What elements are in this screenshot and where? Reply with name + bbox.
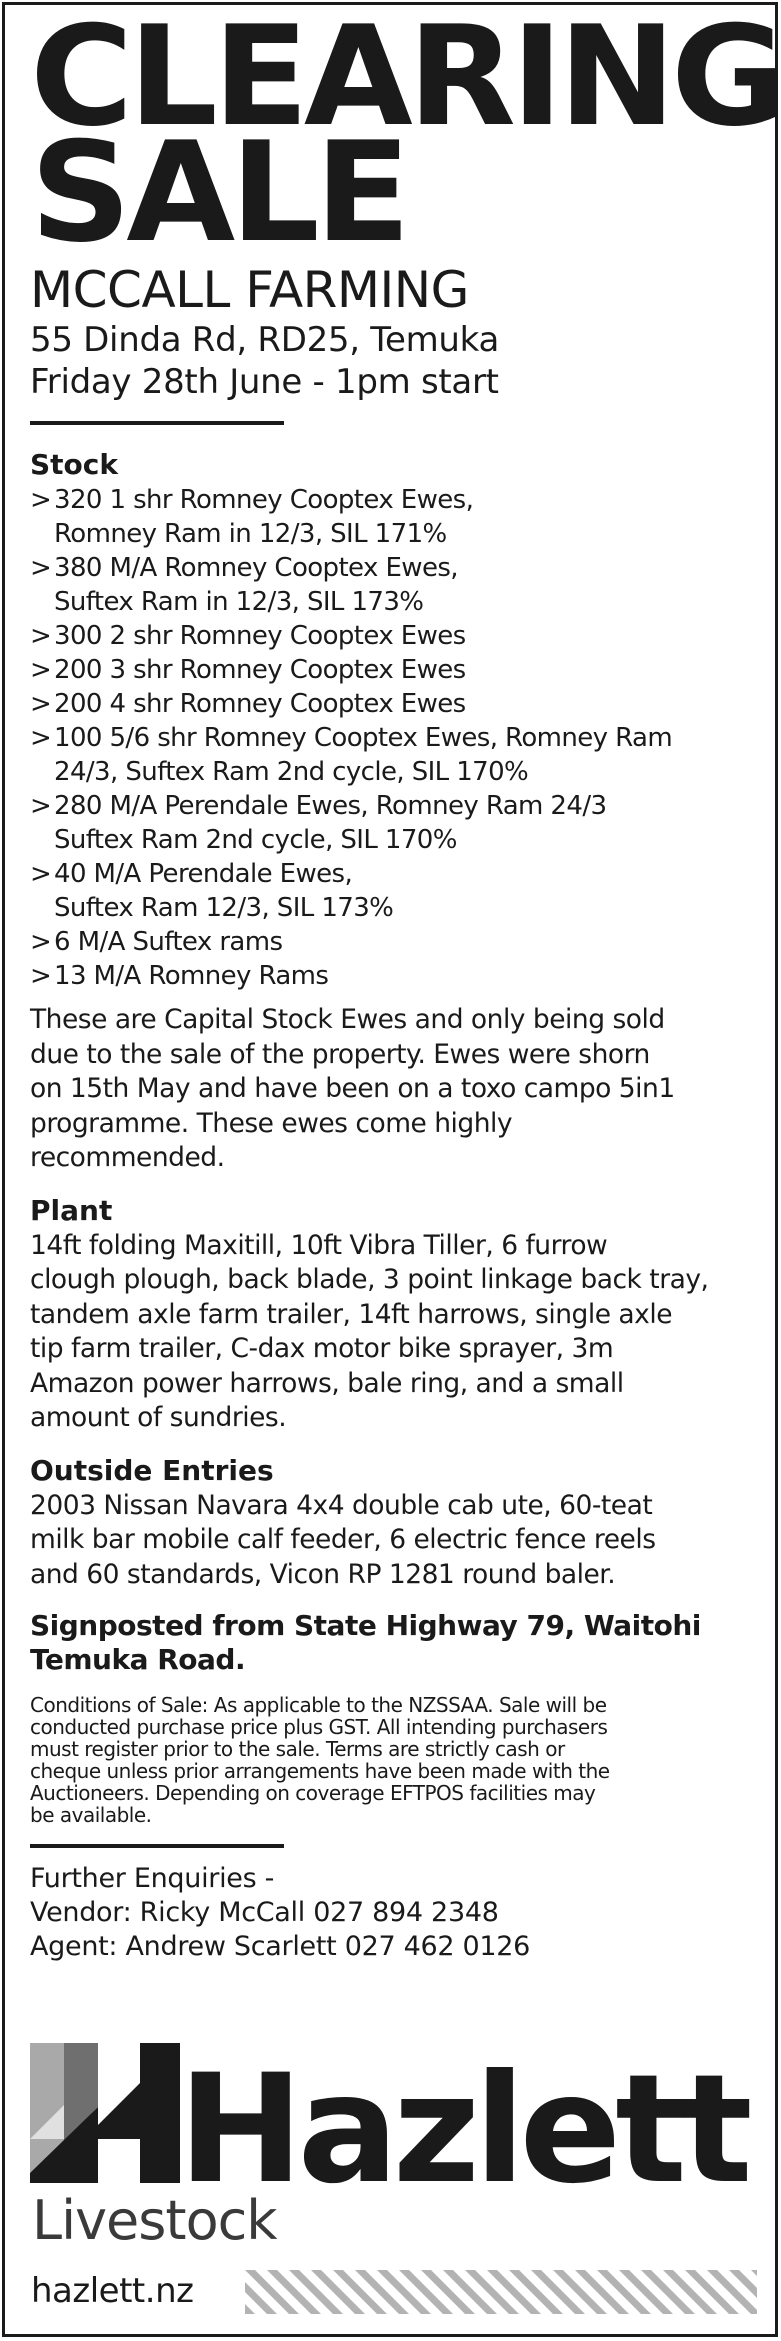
stock-item	[30, 551, 760, 619]
signposted-line: Temuka Road.	[30, 1643, 246, 1676]
plant-line: tandem axle farm trailer, 14ft harrows, single axle	[30, 1298, 673, 1330]
divider-top	[30, 421, 284, 425]
enquiries-heading: Further Enquiries -	[30, 1863, 275, 1894]
bullet-chevron-icon: >	[30, 791, 52, 821]
agent-contact: Agent: Andrew Scarlett 027 462 0126	[30, 1931, 531, 1962]
stock-item	[30, 687, 760, 721]
bullet-chevron-icon: >	[30, 485, 52, 515]
plant-line: clough plough, back blade, 3 point linkage back tray,	[30, 1264, 709, 1295]
plant-title: Plant	[30, 1193, 113, 1227]
hazlett-livestock-logo	[30, 2043, 747, 2253]
sale-address: 55 Dinda Rd, RD25, Temuka	[30, 320, 499, 360]
conditions-line: be available.	[30, 1803, 152, 1827]
stock-item-line: 100 5/6 shr Romney Cooptex Ewes, Romney Ram	[54, 723, 673, 753]
divider-bottom	[30, 1844, 284, 1848]
stock-item-line: 380 M/A Romney Cooptex Ewes,	[54, 553, 458, 583]
bullet-chevron-icon: >	[30, 859, 52, 889]
bullet-chevron-icon: >	[30, 621, 52, 651]
outside-entries-line: and 60 standards, Vicon RP 1281 round baler.	[30, 1558, 616, 1590]
conditions-line: must register prior to the sale. Terms are strictly cash or	[30, 1737, 565, 1761]
conditions-of-sale	[30, 1694, 760, 1826]
website-link[interactable]: hazlett.nz	[31, 2271, 194, 2311]
bullet-chevron-icon: >	[30, 655, 52, 685]
outside-entries-title: Outside Entries	[30, 1453, 274, 1487]
conditions-line: cheque unless prior arrangements have been made with the	[30, 1759, 610, 1783]
stock-item-line: 13 M/A Romney Rams	[54, 961, 329, 991]
stock-item-line: 200 3 shr Romney Cooptex Ewes	[54, 655, 466, 685]
stock-description-line: These are Capital Stock Ewes and only being sold	[30, 1004, 665, 1035]
stock-item-line: 300 2 shr Romney Cooptex Ewes	[54, 621, 466, 651]
stock-item	[30, 619, 760, 653]
ad-content	[30, 0, 781, 1964]
conditions-line: Auctioneers. Depending on coverage EFTPOS facilities may	[30, 1781, 596, 1805]
signposted-directions	[30, 1609, 760, 1677]
stock-item	[30, 959, 760, 993]
stock-item	[30, 721, 760, 789]
stock-description-line: recommended.	[30, 1142, 225, 1173]
outside-entries-description	[30, 1489, 760, 1593]
stock-item-line: Suftex Ram 12/3, SIL 173%	[54, 893, 394, 923]
stock-description-line: on 15th May and have been on a toxo campo 5in1	[30, 1073, 675, 1104]
stock-list	[30, 483, 760, 993]
bullet-chevron-icon: >	[30, 927, 52, 957]
sale-date: Friday 28th June - 1pm start	[30, 362, 499, 402]
conditions-line: conducted purchase price plus GST. All intending purchasers	[30, 1715, 608, 1739]
stock-item-line: 320 1 shr Romney Cooptex Ewes,	[54, 485, 474, 515]
logo-wordmark: Hazlett	[178, 2043, 747, 2217]
bullet-chevron-icon: >	[30, 961, 52, 991]
vendor-contact: Vendor: Ricky McCall 027 894 2348	[30, 1897, 499, 1928]
plant-description	[30, 1229, 760, 1436]
stock-description-line: programme. These ewes come highly	[30, 1107, 513, 1139]
headline-line-1: CLEARING	[30, 0, 781, 157]
stock-item	[30, 789, 760, 857]
logo-subtitle: Livestock	[32, 2189, 277, 2252]
company-name: MCCALL FARMING	[30, 261, 469, 319]
headline	[30, 0, 781, 273]
signposted-line: Signposted from State Highway 79, Waitohi	[30, 1609, 701, 1642]
stock-item-line: 200 4 shr Romney Cooptex Ewes	[54, 689, 466, 719]
plant-line: tip farm trailer, C-dax motor bike sprayer, 3m	[30, 1333, 614, 1364]
stock-item-line: Romney Ram in 12/3, SIL 171%	[54, 519, 447, 549]
stock-item	[30, 857, 760, 925]
conditions-line: Conditions of Sale: As applicable to the NZSSAA. Sale will be	[30, 1693, 607, 1717]
plant-line: amount of sundries.	[30, 1402, 287, 1433]
headline-line-2: SALE	[30, 112, 406, 273]
bullet-chevron-icon: >	[30, 689, 52, 719]
decorative-stripes-icon	[245, 2270, 757, 2314]
plant-line: Amazon power harrows, bale ring, and a small	[30, 1367, 624, 1399]
clearing-sale-advertisement	[2, 0, 781, 2337]
bullet-chevron-icon: >	[30, 553, 52, 583]
stock-item	[30, 483, 760, 551]
stock-item	[30, 925, 760, 959]
stock-item-line: 6 M/A Suftex rams	[54, 927, 283, 957]
plant-line: 14ft folding Maxitill, 10ft Vibra Tiller, 6 furrow	[30, 1229, 608, 1261]
outside-entries-line: 2003 Nissan Navara 4x4 double cab ute, 60-teat	[30, 1489, 653, 1521]
stock-item-line: Suftex Ram in 12/3, SIL 173%	[54, 587, 424, 617]
stock-item-line: 24/3, Suftex Ram 2nd cycle, SIL 170%	[54, 757, 529, 787]
bullet-chevron-icon: >	[30, 723, 52, 753]
outside-entries-line: milk bar mobile calf feeder, 6 electric fence reels	[30, 1524, 656, 1555]
stock-description-line: due to the sale of the property. Ewes were shorn	[30, 1038, 650, 1070]
stock-title: Stock	[30, 448, 119, 481]
stock-item	[30, 653, 760, 687]
logo-h-mark-icon	[30, 2043, 180, 2183]
stock-item-line: 280 M/A Perendale Ewes, Romney Ram 24/3	[54, 791, 607, 821]
stock-item-line: 40 M/A Perendale Ewes,	[54, 859, 353, 889]
stock-item-line: Suftex Ram 2nd cycle, SIL 170%	[54, 825, 457, 855]
stock-description	[30, 1003, 760, 1176]
